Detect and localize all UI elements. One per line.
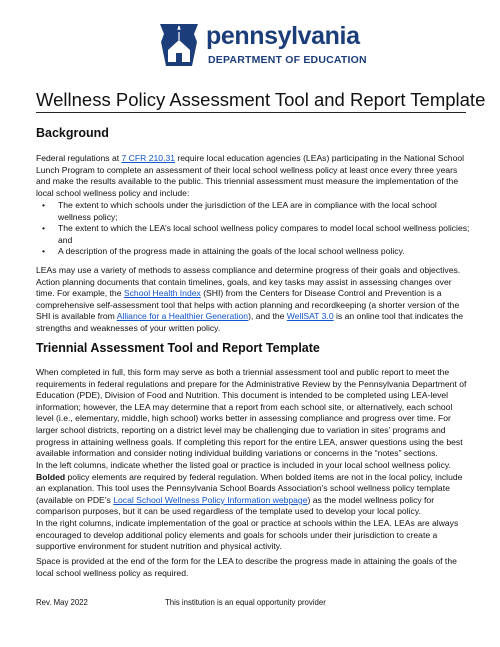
text-run: LEAs may use a variety of methods to assess compliance and determine progress of their goals and objectives. Action planning documents that contain timelines, goals, and key tasks may assist in assessing changes over time. For example, the bbox=[36, 265, 461, 299]
bullet-icon: • bbox=[42, 246, 46, 257]
cfr-link[interactable]: 7 CFR 210.31 bbox=[121, 153, 176, 163]
alliance-healthier-generation-link[interactable]: Alliance for a Healthier Generation bbox=[116, 311, 249, 322]
text-run: is an online tool that indicates the strengths and weaknesses of your written policy. bbox=[36, 311, 464, 333]
background-paragraph-2 bbox=[36, 265, 470, 335]
triennial-paragraph-1: When completed in full, this form may serve as both a triennial assessment tool and public report to meet the requirements in federal regulations and prepare for the Administrative Review by the Pennsylvania Department of Education (PDE), Division of Food and Nutrition. This document is intended to be completed using LEA-level information; however, the LEA may determine that a report from each school site, or alternatively, each school level (i.e., elementary, middle, high school) works better in assessing compliance and progress over time. For larger school districts, reporting on a district level may be challenging due to variation in sites’ programs and progress in attaining wellness goals. If completing this report for the entire LEA, answer questions using the best available information and consider noting individual building variations or concerns in the “notes” sections. bbox=[36, 367, 467, 459]
text-run: ), and the bbox=[248, 311, 287, 322]
logo-department: DEPARTMENT OF EDUCATION bbox=[208, 54, 367, 66]
triennial-paragraph-4: Space is provided at the end of the form for the LEA to describe the progress made in attaining the goals of the local school wellness policy as required. bbox=[36, 556, 457, 578]
logo-name: pennsylvania bbox=[206, 22, 360, 50]
equal-opportunity-statement: This institution is an equal opportunity provider bbox=[165, 598, 326, 607]
list-item-text: The extent to which schools under the jurisdiction of the LEA are in compliance with the local school wellness policy; bbox=[58, 200, 437, 222]
wellness-policy-webpage-link[interactable]: Local School Wellness Policy Information webpage bbox=[113, 494, 308, 505]
title-divider bbox=[36, 112, 466, 113]
school-health-index-link[interactable]: School Health Index bbox=[123, 288, 201, 299]
requirements-list bbox=[36, 200, 470, 258]
keystone-schoolhouse-icon bbox=[156, 20, 202, 70]
triennial-paragraph-2 bbox=[36, 460, 470, 518]
list-item bbox=[36, 200, 470, 223]
wellsat-link[interactable]: WellSAT 3.0 bbox=[286, 311, 334, 322]
triennial-heading: Triennial Assessment Tool and Report Template bbox=[36, 341, 320, 355]
text-run: Federal regulations at bbox=[36, 153, 122, 163]
background-heading: Background bbox=[36, 126, 109, 140]
text-run: policy elements are required by federal regulation. When bolded items are not in the local policy, include an explanation. This tool uses the Pennsylvania School Boards Association’s school wellness policy template (available on PDE’s bbox=[36, 471, 463, 505]
list-item-text: The extent to which the LEA’s local school wellness policy compares to model local school wellness policies; and bbox=[58, 223, 470, 245]
document-title: Wellness Policy Assessment Tool and Report Template bbox=[36, 89, 486, 110]
revision-date: Rev. May 2022 bbox=[36, 598, 88, 607]
bullet-icon: • bbox=[42, 223, 46, 234]
text-run: ) as the model wellness policy for comparison purposes, but it can be used regardless of the template used to develop your local policy. bbox=[36, 494, 435, 517]
bold-text: Bolded bbox=[36, 471, 66, 482]
text-run: In the left columns, indicate whether the listed goal or practice is included in your local school wellness policy. bbox=[36, 460, 451, 470]
list-item-text: A description of the progress made in attaining the goals of the local school wellness policy. bbox=[58, 246, 405, 257]
pde-logo bbox=[156, 20, 367, 74]
text-run: require local education agencies (LEAs) participating in the National School Lunch Program to complete an assessment of their local school wellness policy at least once every three years and make the results available to the public. This triennial assessment must measure the implementation of the local school wellness policy and include: bbox=[36, 153, 465, 198]
background-paragraph-1 bbox=[36, 153, 470, 199]
list-item bbox=[36, 223, 470, 246]
list-item bbox=[36, 246, 470, 258]
bullet-icon: • bbox=[42, 200, 46, 210]
text-run: (SHI) from the Centers for Disease Control and Prevention is a comprehensive self-assessment tool that helps with action planning and recordkeeping (a shorter version of the SHI is available from bbox=[36, 288, 460, 322]
triennial-paragraph-3: In the right columns, indicate implementation of the goal or practice at schools within the LEA. LEAs are always encouraged to develop additional policy elements and goals for schools under their jurisdiction to create a supportive environment for student nutrition and physical activity. bbox=[36, 518, 459, 552]
